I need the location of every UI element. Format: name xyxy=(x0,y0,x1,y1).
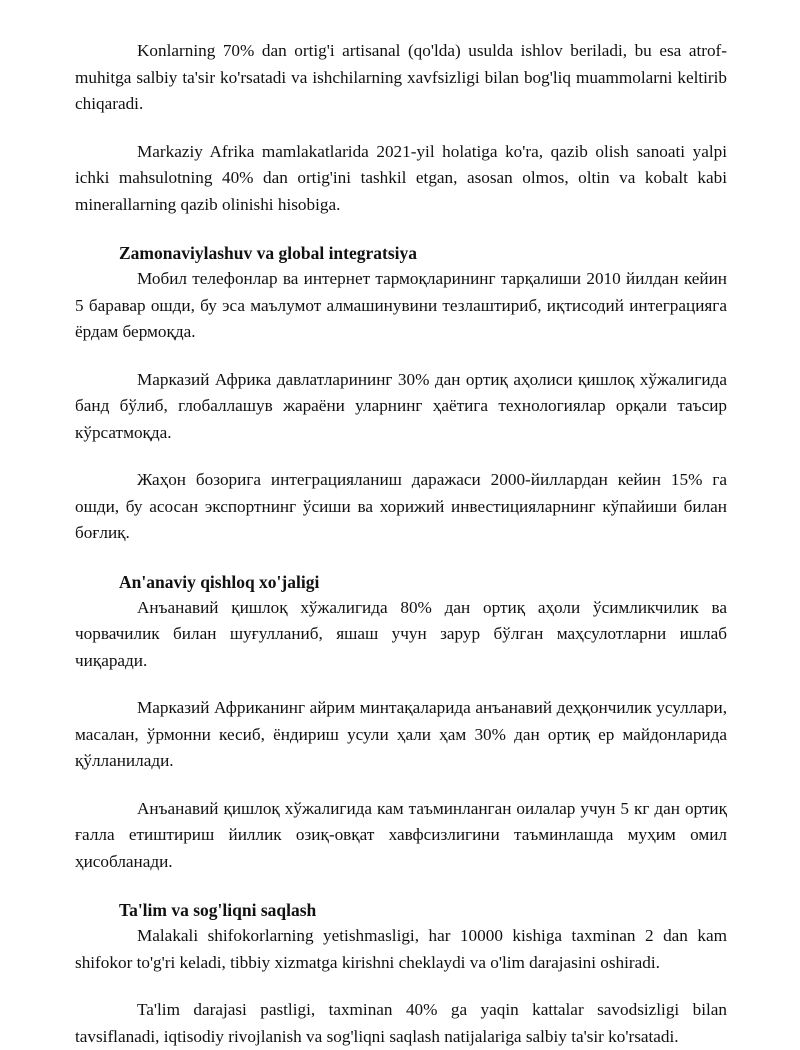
heading-traditional-agriculture: An'anaviy qishloq xo'jaligi xyxy=(119,571,320,592)
paragraph-extraction-industry: Markaziy Afrika mamlakatlarida 2021-yil holatiga ko'ra, qazib olish sanoati yalpi ichki mahsulotning 40% dan ortig'ini tashkil etgan, asosan olmos, oltin va kobalt kabi minerallarning qazib olinishi hisobiga. xyxy=(75,141,727,214)
paragraph-artisanal-mining: Konlarning 70% dan ortig'i artisanal (qo'lda) usulda ishlov beriladi, bu esa atrof-muhitga salbiy ta'sir ko'rsatadi va ishchilarning xavfsizligi bilan bog'liq muammolarni keltirib chiqaradi. xyxy=(75,41,727,113)
paragraph-food-security: Анъанавий қишлоқ хўжалигида кам таъминланган оилалар учун 5 кг дан ортиқ ғалла етиштириш йиллик озиқ-овқат хавфсизлигини таъминлашда муҳим омил ҳисобланади. xyxy=(75,798,727,871)
paragraph-agriculture-employment: Марказий Африка давлатларининг 30% дан ортиқ аҳолиси қишлоқ хўжалигида банд бўлиб, глобаллашув жараёни уларнинг ҳаётига технологиялар орқали таъсир кўрсатмоқда. xyxy=(75,369,727,442)
paragraph-literacy: Ta'lim darajasi pastligi, taxminan 40% ga yaqin kattalar savodsizligi bilan tavsiflanadi, iqtisodiy rivojlanish va sog'liqni saqlash natijalariga salbiy ta'sir ko'rsatadi. xyxy=(75,1000,727,1046)
heading-education-health: Ta'lim va sog'liqni saqlash xyxy=(119,900,317,920)
paragraph-crop-livestock: Анъанавий қишлоқ хўжалигида 80% дан ортиқ аҳоли ўсимликчилик ва чорвачилик билан шуғулланиб, яшаш учун зарур бўлган маҳсулотларни ишлаб чиқаради. xyxy=(75,597,727,670)
paragraph-mobile-internet: Мобил телефонлар ва интернет тармоқларининг тарқалиши 2010 йилдан кейин 5 баравар ошди, бу эса маълумот алмашинувини тезлаштириб, иқтисодий интеграцияга ёрдам бермоқда. xyxy=(75,269,727,341)
document-page xyxy=(75,38,727,1050)
heading-modernization: Zamonaviylashuv va global integratsiya xyxy=(119,243,418,263)
paragraph-slash-and-burn: Марказий Африканинг айрим минтақаларида анъанавий деҳқончилик усуллари, масалан, ўрмонни кесиб, ёндириш усули ҳали ҳам 30% дан ортиқ ер майдонларида қўлланилади. xyxy=(75,698,727,770)
paragraph-doctor-shortage: Malakali shifokorlarning yetishmasligi, har 10000 kishiga taxminan 2 dan kam shifokor to'g'ri keladi, tibbiy xizmatga kirishni cheklaydi va o'lim darajasini oshiradi. xyxy=(75,926,727,972)
paragraph-market-integration: Жаҳон бозорига интеграцияланиш даражаси 2000-йиллардан кейин 15% га ошди, бу асосан экспортнинг ўсиши ва хорижий инвестицияларнинг кўпайиши билан боғлиқ. xyxy=(75,470,727,542)
